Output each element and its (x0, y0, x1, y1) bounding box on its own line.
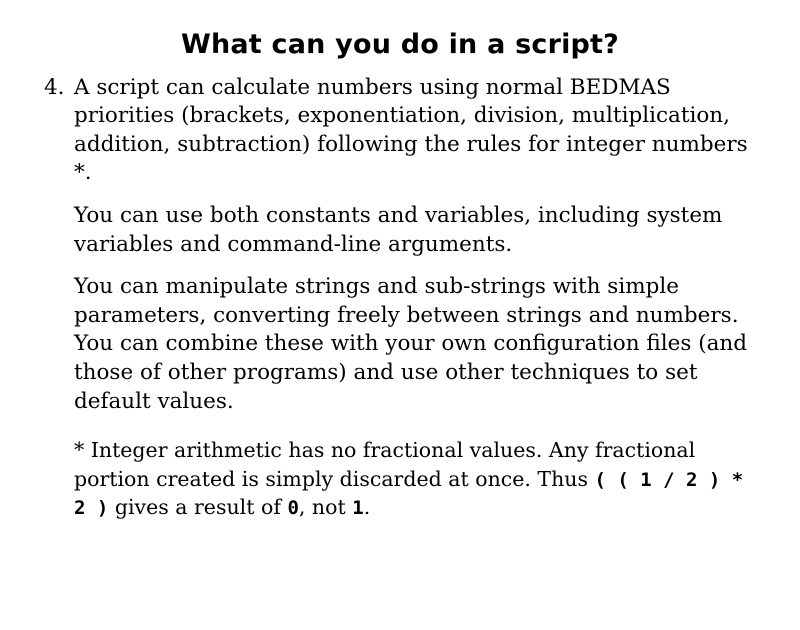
paragraph-constants-variables: You can use both constants and variables, including system variables and command-line arguments. (74, 203, 723, 257)
footnote-text-part4: . (363, 494, 371, 519)
paragraph-spacer (44, 416, 756, 436)
footnote-text-part2: gives a result of (108, 494, 288, 519)
footnote-code-expression: ( ( 1 / 2 ) * 2 ) (74, 468, 744, 519)
page-title: What can you do in a script? (180, 29, 620, 60)
footnote (74, 436, 756, 521)
list-item-text: A script can calculate numbers using normal BEDMAS priorities (brackets, exponentiation, division, multiplication, addition, subtraction) following the rules for integer numbers *. (74, 74, 748, 186)
footnote-text-part1: * Integer arithmetic has no fractional values. Any fractional portion created is simply discarded at once. Thus (74, 438, 696, 491)
footnote-value-one: 1 (352, 496, 364, 519)
slide-body (44, 74, 756, 521)
footnote-text-part3: , not (298, 494, 353, 519)
list-item (44, 74, 756, 188)
footnote-value-zero: 0 (287, 496, 299, 519)
slide (0, 30, 800, 630)
paragraph-strings: You can manipulate strings and sub-strings with simple parameters, converting freely between strings and numbers. You can combine these with your own configuration files (and those of other programs) and use other techniques to set default values. (74, 274, 748, 414)
list-item-number: 4. (44, 74, 65, 100)
